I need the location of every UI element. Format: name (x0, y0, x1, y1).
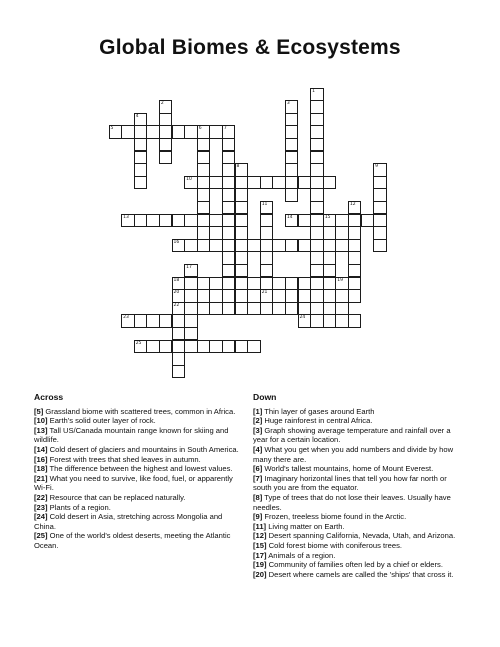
cell-number: 10 (186, 176, 192, 182)
clue-text: Cold forest biome with coniferous trees. (266, 540, 402, 550)
grid-cell[interactable] (285, 289, 299, 303)
clue-number: [2] (253, 416, 263, 426)
clue-number: [13] (34, 425, 48, 435)
grid-cell[interactable] (260, 264, 274, 278)
grid-cell[interactable] (285, 239, 299, 253)
grid-cell[interactable] (222, 340, 236, 354)
grid-cell[interactable] (285, 138, 299, 152)
grid-cell[interactable] (222, 239, 236, 253)
grid-cell[interactable] (184, 302, 198, 316)
clue-number: [7] (253, 473, 263, 483)
grid-cell[interactable] (209, 277, 223, 291)
clue-text: Cold desert in Asia, stretching across Mongolia and China. (34, 512, 223, 531)
clue-number: [18] (34, 464, 48, 474)
grid-cell[interactable] (373, 201, 387, 215)
grid-cell[interactable] (285, 176, 299, 190)
cell-number: 22 (173, 302, 180, 308)
grid-cell[interactable] (373, 226, 387, 240)
cell-number: 2 (160, 101, 164, 107)
grid-cell[interactable] (134, 314, 148, 328)
down-clue (253, 464, 465, 474)
grid-cell[interactable] (272, 277, 286, 291)
cell-number: 11 (261, 201, 268, 207)
down-clue (253, 416, 465, 426)
grid-cell[interactable] (134, 176, 148, 190)
clue-number: [11] (253, 521, 267, 531)
grid-cell[interactable] (134, 138, 148, 152)
down-clue (253, 512, 465, 522)
cell-number: 7 (223, 126, 227, 132)
grid-cell[interactable] (197, 226, 211, 240)
grid-cell[interactable] (247, 176, 261, 190)
grid-cell[interactable] (146, 214, 160, 228)
grid-cell[interactable] (222, 201, 236, 215)
cell-number: 6 (198, 126, 202, 132)
grid-cell[interactable] (235, 251, 249, 265)
grid-cell[interactable] (323, 264, 337, 278)
grid-cell[interactable] (197, 188, 211, 202)
grid-cell[interactable] (348, 277, 362, 291)
grid-cell[interactable] (222, 214, 236, 228)
grid-cell[interactable] (172, 314, 186, 328)
clue-number: [12] (253, 531, 267, 541)
grid-cell[interactable] (310, 188, 324, 202)
cell-number: 18 (173, 277, 180, 283)
grid-cell[interactable] (323, 251, 337, 265)
grid-cell[interactable] (247, 289, 261, 303)
grid-cell[interactable] (209, 176, 223, 190)
across-clue (34, 426, 246, 445)
clue-text: Graph showing average temperature and rainfall over a year for a certain location. (253, 425, 451, 445)
grid-cell[interactable] (285, 188, 299, 202)
grid-cell[interactable] (184, 176, 198, 190)
clue-text: Community of families often led by a chief or elders. (266, 560, 443, 570)
grid-cell[interactable] (323, 302, 337, 316)
grid-cell[interactable] (222, 226, 236, 240)
down-clue (253, 445, 465, 464)
clue-text: Desert where camels are called the 'ships' that cross it. (266, 569, 454, 579)
grid-cell[interactable] (285, 113, 299, 127)
cell-number: 21 (261, 290, 268, 296)
grid-cell[interactable] (222, 176, 236, 190)
clue-number: [22] (34, 492, 48, 502)
grid-cell[interactable] (298, 277, 312, 291)
clue-number: [1] (253, 406, 263, 416)
grid-cell[interactable] (310, 277, 324, 291)
grid-cell[interactable] (159, 340, 173, 354)
grid-cell[interactable] (159, 151, 173, 165)
grid-cell[interactable] (235, 176, 249, 190)
grid-cell[interactable] (285, 277, 299, 291)
down-clue (253, 493, 465, 512)
down-clue (253, 426, 465, 445)
clue-number: [4] (253, 444, 263, 454)
grid-cell[interactable] (197, 277, 211, 291)
grid-cell[interactable] (235, 214, 249, 228)
grid-cell[interactable] (310, 264, 324, 278)
grid-cell[interactable] (272, 176, 286, 190)
grid-cell[interactable] (184, 214, 198, 228)
grid-cell[interactable] (172, 214, 186, 228)
grid-cell[interactable] (197, 289, 211, 303)
grid-cell[interactable] (159, 214, 173, 228)
grid-cell[interactable] (247, 239, 261, 253)
across-clue-list (34, 407, 246, 551)
grid-cell[interactable] (209, 214, 223, 228)
clue-text: Forest with trees that shed leaves in autumn. (47, 454, 201, 464)
clue-text: The difference between the highest and lowest values. (47, 464, 233, 474)
grid-cell[interactable] (209, 125, 223, 139)
grid-cell[interactable] (209, 239, 223, 253)
grid-cell[interactable] (348, 289, 362, 303)
grid-cell[interactable] (235, 264, 249, 278)
grid-cell[interactable] (209, 340, 223, 354)
grid-cell[interactable] (235, 201, 249, 215)
grid-cell[interactable] (222, 188, 236, 202)
grid-cell[interactable] (184, 314, 198, 328)
grid-cell[interactable] (222, 302, 236, 316)
grid-cell[interactable] (184, 289, 198, 303)
grid-cell[interactable] (260, 289, 274, 303)
across-clue (34, 474, 246, 493)
across-clue (34, 407, 246, 417)
grid-cell[interactable] (172, 327, 186, 341)
grid-cell[interactable] (310, 138, 324, 152)
grid-cell[interactable] (197, 176, 211, 190)
grid-cell[interactable] (172, 289, 186, 303)
grid-cell[interactable] (335, 277, 349, 291)
across-clue (34, 503, 246, 513)
grid-cell[interactable] (235, 302, 249, 316)
down-clue (253, 474, 465, 493)
grid-cell[interactable] (260, 251, 274, 265)
clue-number: [23] (34, 502, 48, 512)
grid-cell[interactable] (310, 100, 324, 114)
grid-cell[interactable] (310, 251, 324, 265)
down-clue (253, 551, 465, 561)
grid-cell[interactable] (260, 214, 274, 228)
clue-text: Imaginary horizontal lines that tell you how far north or south you are from the equator. (253, 473, 447, 493)
clue-text: One of the world's oldest deserts, meeting the Atlantic Ocean. (34, 531, 231, 550)
clue-text: Grassland biome with scattered trees, common in Africa. (43, 406, 236, 416)
cell-number: 20 (173, 290, 180, 296)
grid-cell[interactable] (172, 352, 186, 366)
grid-cell[interactable] (260, 226, 274, 240)
cell-number: 14 (286, 214, 293, 220)
clue-number: [9] (253, 512, 263, 522)
grid-cell[interactable] (197, 138, 211, 152)
grid-cell[interactable] (172, 125, 186, 139)
clue-number: [24] (34, 512, 48, 522)
grid-cell[interactable] (335, 302, 349, 316)
grid-cell[interactable] (310, 176, 324, 190)
grid-cell[interactable] (197, 239, 211, 253)
grid-cell[interactable] (310, 201, 324, 215)
grid-cell[interactable] (184, 327, 198, 341)
grid-cell[interactable] (298, 214, 312, 228)
grid-cell[interactable] (159, 314, 173, 328)
grid-cell[interactable] (134, 214, 148, 228)
down-clue (253, 407, 465, 417)
grid-cell[interactable] (247, 277, 261, 291)
grid-cell[interactable] (310, 151, 324, 165)
across-clue (34, 512, 246, 531)
across-heading: Across (34, 392, 64, 402)
grid-cell[interactable] (348, 314, 362, 328)
cell-number: 16 (173, 239, 180, 245)
page-title: Global Biomes & Ecosystems (99, 36, 401, 59)
cell-number: 15 (324, 214, 331, 220)
clue-number: [6] (253, 464, 263, 474)
grid-cell[interactable] (348, 264, 362, 278)
grid-cell[interactable] (159, 138, 173, 152)
grid-cell[interactable] (146, 314, 160, 328)
grid-cell[interactable] (323, 226, 337, 240)
grid-cell[interactable] (121, 214, 135, 228)
cell-number: 8 (236, 164, 240, 170)
grid-cell[interactable] (172, 365, 186, 379)
grid-cell[interactable] (272, 239, 286, 253)
clue-text: Living matter on Earth. (266, 521, 345, 531)
grid-cell[interactable] (159, 100, 173, 114)
grid-cell[interactable] (323, 289, 337, 303)
grid-cell[interactable] (335, 239, 349, 253)
grid-cell[interactable] (285, 302, 299, 316)
grid-cell[interactable] (197, 340, 211, 354)
clue-number: [16] (34, 454, 48, 464)
grid-cell[interactable] (348, 201, 362, 215)
grid-cell[interactable] (298, 314, 312, 328)
grid-cell[interactable] (184, 239, 198, 253)
grid-cell[interactable] (373, 239, 387, 253)
clue-text: Type of trees that do not lose their leaves. Usually have needles. (253, 492, 451, 512)
grid-cell[interactable] (134, 340, 148, 354)
grid-cell[interactable] (235, 188, 249, 202)
clue-text: Huge rainforest in central Africa. (262, 416, 373, 426)
grid-cell[interactable] (235, 289, 249, 303)
clue-text: Cold desert of glaciers and mountains in South America. (47, 444, 239, 454)
across-clue (34, 416, 246, 426)
grid-cell[interactable] (260, 302, 274, 316)
grid-cell[interactable] (298, 176, 312, 190)
grid-cell[interactable] (260, 176, 274, 190)
grid-cell[interactable] (323, 277, 337, 291)
grid-cell[interactable] (298, 302, 312, 316)
across-clue (34, 455, 246, 465)
grid-cell[interactable] (373, 214, 387, 228)
clue-number: [15] (253, 540, 267, 550)
cell-number: 3 (286, 101, 290, 107)
grid-cell[interactable] (197, 214, 211, 228)
grid-cell[interactable] (310, 314, 324, 328)
grid-cell[interactable] (310, 214, 324, 228)
cell-number: 1 (312, 88, 315, 94)
clue-number: [14] (34, 444, 48, 454)
grid-cell[interactable] (348, 214, 362, 228)
clue-number: [21] (34, 473, 48, 483)
grid-cell[interactable] (197, 302, 211, 316)
grid-cell[interactable] (222, 138, 236, 152)
down-clue (253, 570, 465, 580)
grid-cell[interactable] (373, 176, 387, 190)
grid-cell[interactable] (146, 125, 160, 139)
grid-cell[interactable] (172, 239, 186, 253)
grid-cell[interactable] (235, 163, 249, 177)
grid-cell[interactable] (260, 277, 274, 291)
cell-number: 5 (110, 126, 114, 132)
grid-cell[interactable] (373, 163, 387, 177)
across-clue (34, 464, 246, 474)
grid-cell[interactable] (348, 251, 362, 265)
cell-number: 13 (123, 214, 129, 220)
cell-number: 4 (135, 113, 139, 119)
clue-number: [17] (253, 550, 267, 560)
grid-cell[interactable] (335, 214, 349, 228)
grid-cell[interactable] (184, 277, 198, 291)
across-clue (34, 493, 246, 503)
cell-number: 12 (349, 201, 356, 207)
grid-cell[interactable] (222, 289, 236, 303)
clue-text: Plants of a region. (47, 502, 111, 512)
grid-cell[interactable] (310, 239, 324, 253)
grid-cell[interactable] (235, 277, 249, 291)
grid-cell[interactable] (197, 201, 211, 215)
grid-cell[interactable] (222, 277, 236, 291)
grid-cell[interactable] (222, 163, 236, 177)
grid-cell[interactable] (197, 125, 211, 139)
cell-number: 23 (123, 315, 129, 321)
grid-cell[interactable] (323, 239, 337, 253)
grid-cell[interactable] (310, 88, 324, 102)
grid-cell[interactable] (134, 151, 148, 165)
grid-cell[interactable] (285, 100, 299, 114)
grid-cell[interactable] (260, 201, 274, 215)
clue-text: What you get when you add numbers and divide by how many there are. (253, 444, 454, 464)
grid-cell[interactable] (348, 226, 362, 240)
grid-cell[interactable] (235, 226, 249, 240)
grid-cell[interactable] (172, 277, 186, 291)
grid-cell[interactable] (310, 226, 324, 240)
grid-cell[interactable] (260, 239, 274, 253)
grid-cell[interactable] (310, 125, 324, 139)
across-clues (34, 393, 246, 551)
grid-cell[interactable] (335, 314, 349, 328)
grid-cell[interactable] (373, 188, 387, 202)
grid-cell[interactable] (335, 289, 349, 303)
grid-cell[interactable] (184, 125, 198, 139)
grid-cell[interactable] (323, 176, 337, 190)
grid-cell[interactable] (310, 289, 324, 303)
grid-cell[interactable] (323, 314, 337, 328)
grid-cell[interactable] (222, 264, 236, 278)
grid-cell[interactable] (310, 163, 324, 177)
grid-cell[interactable] (209, 289, 223, 303)
grid-cell[interactable] (184, 340, 198, 354)
down-clue (253, 531, 465, 541)
clue-number: [5] (34, 406, 44, 416)
down-clue (253, 541, 465, 551)
grid-cell[interactable] (310, 113, 324, 127)
down-clue (253, 522, 465, 532)
grid-cell[interactable] (285, 125, 299, 139)
clue-number: [10] (34, 416, 48, 426)
grid-cell[interactable] (285, 214, 299, 228)
clue-number: [25] (34, 531, 48, 541)
cell-number: 19 (337, 277, 344, 283)
across-clue (34, 531, 246, 550)
grid-cell[interactable] (109, 125, 123, 139)
clue-text: Animals of a region. (266, 550, 336, 560)
down-heading: Down (253, 392, 277, 402)
cell-number: 9 (375, 164, 378, 170)
grid-cell[interactable] (134, 113, 148, 127)
grid-cell[interactable] (247, 340, 261, 354)
grid-cell[interactable] (222, 125, 236, 139)
clue-text: Thin layer of gases around Earth (262, 406, 375, 416)
grid-cell[interactable] (146, 340, 160, 354)
grid-cell[interactable] (172, 302, 186, 316)
grid-cell[interactable] (272, 302, 286, 316)
grid-cell[interactable] (197, 151, 211, 165)
cell-number: 24 (299, 315, 306, 321)
grid-cell[interactable] (235, 340, 249, 354)
clue-number: [3] (253, 425, 263, 435)
down-clues (253, 393, 465, 579)
clue-text: World's tallest mountains, home of Mount Everest. (262, 464, 434, 474)
grid-cell[interactable] (361, 214, 375, 228)
clue-number: [19] (253, 560, 267, 570)
grid-cell[interactable] (172, 340, 186, 354)
grid-cell[interactable] (285, 163, 299, 177)
clue-text: Earth's solid outer layer of rock. (47, 416, 156, 426)
grid-cell[interactable] (222, 251, 236, 265)
clue-text: Desert spanning California, Nevada, Utah, and Arizona. (266, 531, 456, 541)
clue-text: Resource that can be replaced naturally. (47, 492, 186, 502)
down-clue (253, 560, 465, 570)
grid-cell[interactable] (159, 113, 173, 127)
clue-number: [8] (253, 492, 263, 502)
grid-cell[interactable] (121, 314, 135, 328)
cell-number: 17 (186, 264, 192, 270)
grid-cell[interactable] (184, 264, 198, 278)
grid-cell[interactable] (348, 239, 362, 253)
grid-cell[interactable] (134, 163, 148, 177)
grid-cell[interactable] (235, 239, 249, 253)
grid-cell[interactable] (121, 125, 135, 139)
clue-text: Tall US/Canada mountain range known for skiing and wildlife. (34, 425, 229, 445)
grid-cell[interactable] (159, 125, 173, 139)
grid-cell[interactable] (197, 163, 211, 177)
clue-text: Frozen, treeless biome found in the Arctic. (262, 512, 407, 522)
clue-number: [20] (253, 569, 267, 579)
grid-cell[interactable] (298, 289, 312, 303)
grid-cell[interactable] (134, 125, 148, 139)
grid-cell[interactable] (285, 151, 299, 165)
grid-cell[interactable] (310, 302, 324, 316)
clue-text: What you need to survive, like food, fuel, or apparently Wi-Fi. (34, 473, 233, 493)
across-clue (34, 445, 246, 455)
grid-cell[interactable] (298, 239, 312, 253)
grid-cell[interactable] (272, 289, 286, 303)
cell-number: 25 (135, 340, 142, 346)
grid-cell[interactable] (209, 302, 223, 316)
grid-cell[interactable] (247, 302, 261, 316)
down-clue-list (253, 407, 465, 580)
grid-cell[interactable] (222, 151, 236, 165)
grid-cell[interactable] (323, 214, 337, 228)
